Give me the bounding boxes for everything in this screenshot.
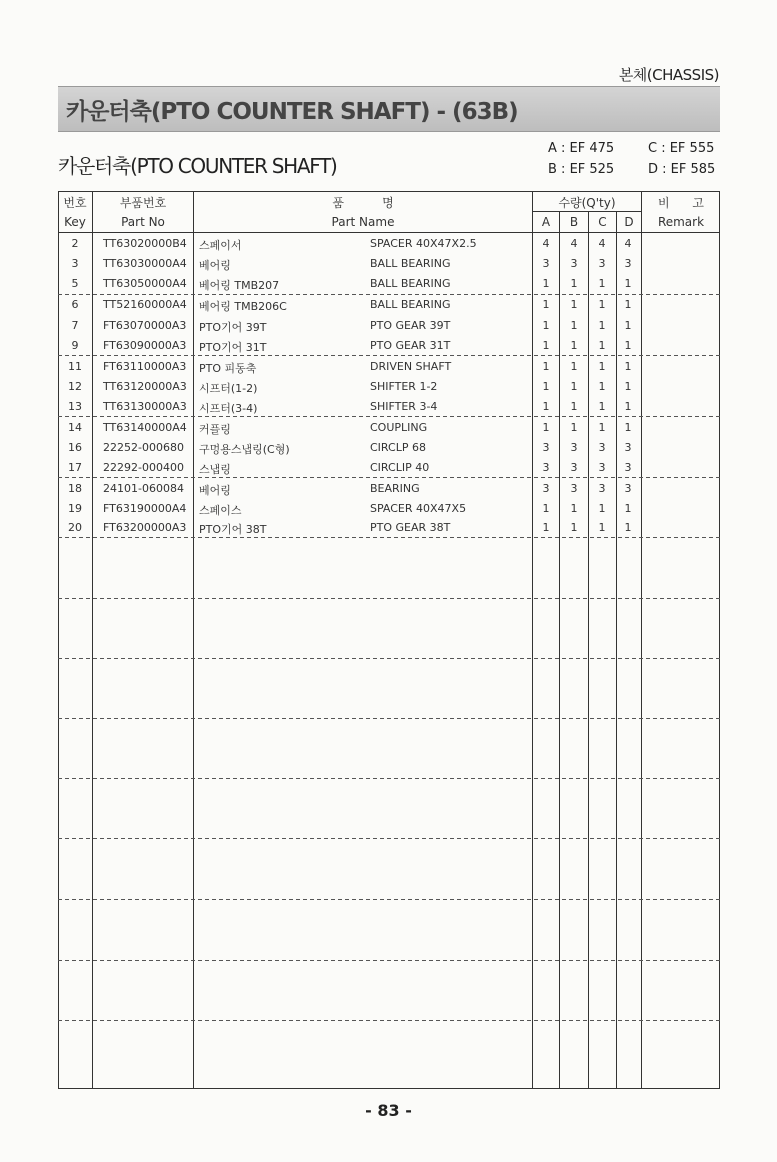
row-key: 16 <box>68 441 82 454</box>
row-part-no: 24101-060084 <box>103 482 184 495</box>
row-name-en: PTO GEAR 39T <box>370 319 451 332</box>
row-key: 3 <box>71 257 79 270</box>
row-part-no: FT63200000A3 <box>103 521 187 534</box>
row-qty-d: 1 <box>624 400 632 413</box>
table-row <box>58 316 720 336</box>
row-name-en: SHIFTER 3-4 <box>370 400 438 413</box>
row-qty-a: 4 <box>542 237 550 250</box>
row-qty-c: 3 <box>598 461 606 474</box>
row-qty-c: 1 <box>598 319 606 332</box>
row-name-kr: 베어링 TMB206C <box>199 300 287 313</box>
row-name-en: CIRCLP 68 <box>370 441 426 454</box>
header-key-en: Key <box>64 215 86 229</box>
row-name-en: BALL BEARING <box>370 257 451 270</box>
row-qty-c: 1 <box>598 502 606 515</box>
table-row <box>58 438 720 458</box>
banner-title: 카운터축(PTO COUNTER SHAFT) - (63B) <box>66 99 518 125</box>
row-qty-d: 4 <box>624 237 632 250</box>
table-row <box>58 479 720 499</box>
row-qty-b: 3 <box>570 441 578 454</box>
row-qty-d: 1 <box>624 277 632 290</box>
row-key: 13 <box>68 400 82 413</box>
table-row <box>58 418 720 438</box>
row-part-no: FT63110000A3 <box>103 360 187 373</box>
row-qty-a: 1 <box>542 360 550 373</box>
header-partno-kr: 부품번호 <box>119 196 167 210</box>
row-qty-d: 1 <box>624 521 632 534</box>
header-remark-kr: 비 고 <box>657 196 705 210</box>
model-legend-right <box>648 138 715 180</box>
row-qty-c: 3 <box>598 257 606 270</box>
header-key-kr: 번호 <box>63 196 87 210</box>
table-row <box>58 274 720 294</box>
row-qty-c: 1 <box>598 421 606 434</box>
table-row <box>58 234 720 254</box>
row-qty-b: 1 <box>570 400 578 413</box>
row-qty-c: 1 <box>598 521 606 534</box>
row-part-no: TT63130000A3 <box>103 400 187 413</box>
row-qty-a: 1 <box>542 502 550 515</box>
header-partno-en: Part No <box>121 215 165 229</box>
row-qty-d: 3 <box>624 461 632 474</box>
model-b: B : EF 525 <box>548 162 615 177</box>
row-qty-b: 1 <box>570 277 578 290</box>
table-row <box>58 357 720 377</box>
header-name-kr: 품 명 <box>332 196 394 210</box>
row-part-no: FT63090000A3 <box>103 339 187 352</box>
row-key: 19 <box>68 502 82 515</box>
row-key: 20 <box>68 521 82 534</box>
row-qty-b: 1 <box>570 521 578 534</box>
header-qty-c: C <box>598 215 607 229</box>
row-qty-d: 1 <box>624 298 632 311</box>
row-qty-b: 1 <box>570 502 578 515</box>
row-qty-d: 3 <box>624 257 632 270</box>
row-qty-a: 3 <box>542 441 550 454</box>
row-qty-a: 1 <box>542 298 550 311</box>
row-qty-c: 3 <box>598 482 606 495</box>
row-part-no: TT63030000A4 <box>103 257 187 270</box>
row-qty-b: 1 <box>570 298 578 311</box>
header-qty-a: A <box>541 215 551 229</box>
header-name-en: Part Name <box>331 215 395 229</box>
row-key: 9 <box>71 339 79 352</box>
row-qty-b: 1 <box>570 421 578 434</box>
table-row <box>58 295 720 315</box>
row-qty-b: 1 <box>570 319 578 332</box>
row-name-kr: 스페이스 <box>199 504 242 517</box>
table-row <box>58 499 720 519</box>
row-qty-a: 1 <box>542 421 550 434</box>
row-key: 5 <box>71 277 79 290</box>
row-name-en: PTO GEAR 38T <box>370 521 451 534</box>
row-name-kr: 커플링 <box>199 423 231 436</box>
row-name-kr: PTO기어 39T <box>199 321 267 334</box>
row-qty-a: 1 <box>542 319 550 332</box>
row-qty-a: 1 <box>542 277 550 290</box>
row-name-en: DRIVEN SHAFT <box>370 360 452 373</box>
row-part-no: TT52160000A4 <box>103 298 187 311</box>
row-qty-b: 4 <box>570 237 578 250</box>
row-qty-a: 3 <box>542 461 550 474</box>
row-key: 2 <box>71 237 79 250</box>
row-qty-d: 1 <box>624 319 632 332</box>
row-qty-c: 3 <box>598 441 606 454</box>
row-key: 14 <box>68 421 82 434</box>
header-qty: 수량(Q'ty) <box>558 196 616 210</box>
row-qty-b: 1 <box>570 380 578 393</box>
row-name-kr: 구멍용스냅링(C형) <box>199 443 290 456</box>
row-name-en: SPACER 40X47X2.5 <box>370 237 477 250</box>
table-row <box>58 397 720 417</box>
row-qty-a: 1 <box>542 380 550 393</box>
row-name-kr: 베어링 <box>199 484 231 497</box>
model-c: C : EF 555 <box>648 141 715 156</box>
row-name-en: BALL BEARING <box>370 298 451 311</box>
row-name-kr: PTO기어 31T <box>199 341 267 354</box>
page-number: - 83 - <box>365 1101 412 1120</box>
row-name-en: SPACER 40X47X5 <box>370 502 467 515</box>
row-key: 7 <box>71 319 79 332</box>
row-qty-d: 1 <box>624 502 632 515</box>
row-name-en: SHIFTER 1-2 <box>370 380 438 393</box>
row-name-kr: 베어링 <box>199 259 231 272</box>
header-remark-en: Remark <box>657 215 705 229</box>
row-qty-c: 1 <box>598 400 606 413</box>
header-qty-d: D <box>624 215 634 229</box>
model-a: A : EF 475 <box>548 141 615 156</box>
row-qty-a: 1 <box>542 521 550 534</box>
row-part-no: 22292-000400 <box>103 461 184 474</box>
row-part-no: TT63020000B4 <box>103 237 187 250</box>
row-qty-c: 4 <box>598 237 606 250</box>
row-qty-c: 1 <box>598 339 606 352</box>
row-part-no: 22252-000680 <box>103 441 184 454</box>
row-part-no: TT63050000A4 <box>103 277 187 290</box>
table-row <box>58 377 720 397</box>
row-name-kr: PTO 피동축 <box>199 362 257 375</box>
row-qty-d: 3 <box>624 441 632 454</box>
model-d: D : EF 585 <box>648 162 716 177</box>
row-qty-c: 1 <box>598 277 606 290</box>
row-qty-d: 1 <box>624 380 632 393</box>
row-qty-c: 1 <box>598 298 606 311</box>
row-name-kr: 스페이서 <box>199 239 242 252</box>
row-key: 11 <box>68 360 82 373</box>
row-name-en: CIRCLIP 40 <box>370 461 430 474</box>
row-qty-a: 1 <box>542 339 550 352</box>
row-key: 18 <box>68 482 82 495</box>
row-qty-b: 3 <box>570 461 578 474</box>
model-legend-left <box>548 138 614 180</box>
table-row <box>58 254 720 274</box>
row-part-no: FT63070000A3 <box>103 319 187 332</box>
row-name-en: PTO GEAR 31T <box>370 339 451 352</box>
row-qty-d: 1 <box>624 360 632 373</box>
row-qty-b: 3 <box>570 482 578 495</box>
row-qty-b: 1 <box>570 339 578 352</box>
row-qty-d: 1 <box>624 421 632 434</box>
row-key: 12 <box>68 380 82 393</box>
table-row <box>58 458 720 478</box>
row-qty-d: 3 <box>624 482 632 495</box>
row-name-en: BEARING <box>370 482 420 495</box>
page-subtitle: 카운터축(PTO COUNTER SHAFT) <box>58 154 337 178</box>
row-part-no: TT63120000A3 <box>103 380 187 393</box>
row-qty-a: 1 <box>542 400 550 413</box>
row-name-kr: 시프터(1-2) <box>199 382 258 395</box>
row-name-en: BALL BEARING <box>370 277 451 290</box>
section-label: 본체(CHASSIS) <box>618 66 719 84</box>
row-qty-b: 3 <box>570 257 578 270</box>
row-qty-c: 1 <box>598 360 606 373</box>
row-name-en: COUPLING <box>370 421 428 434</box>
title-banner <box>58 86 720 132</box>
row-key: 6 <box>71 298 79 311</box>
row-key: 17 <box>68 461 82 474</box>
header-qty-b: B <box>569 215 579 229</box>
row-qty-b: 1 <box>570 360 578 373</box>
row-part-no: TT63140000A4 <box>103 421 187 434</box>
row-name-kr: PTO기어 38T <box>199 523 267 536</box>
row-qty-a: 3 <box>542 482 550 495</box>
row-name-kr: 시프터(3-4) <box>199 402 258 415</box>
row-name-kr: 베어링 TMB207 <box>199 279 280 292</box>
table-row <box>58 336 720 356</box>
row-qty-a: 3 <box>542 257 550 270</box>
row-name-kr: 스냅링 <box>199 463 231 476</box>
row-qty-d: 1 <box>624 339 632 352</box>
row-qty-c: 1 <box>598 380 606 393</box>
row-part-no: FT63190000A4 <box>103 502 187 515</box>
table-row <box>58 518 720 538</box>
